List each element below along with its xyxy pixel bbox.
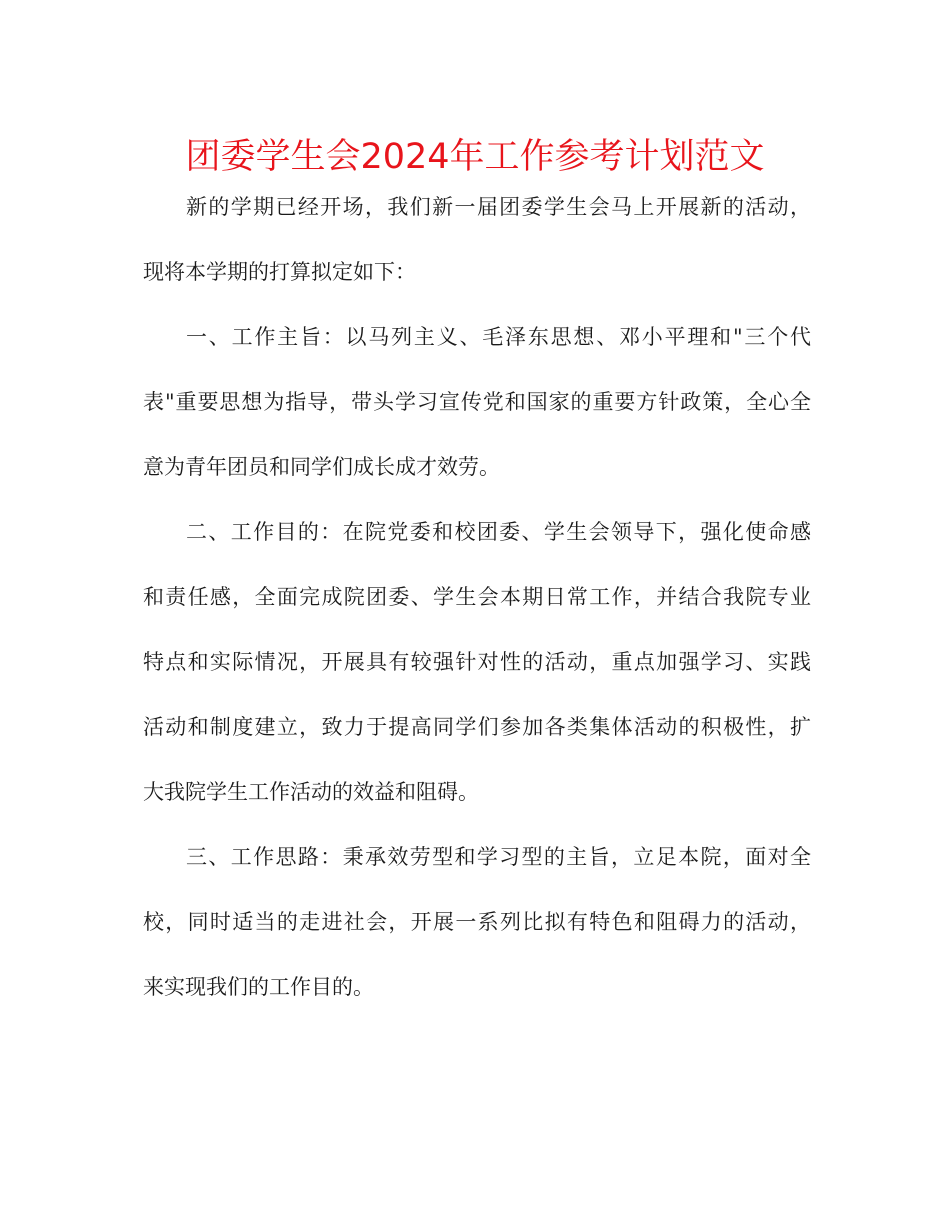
paragraph-line: 现将本学期的打算拟定如下： [143,260,416,284]
document-title: 团委学生会2024年工作参考计划范文 [185,137,765,177]
paragraph-line: 特点和实际情况，开展具有较强针对性的活动，重点加强学习、实践 [143,650,811,674]
paragraph-line: 表"重要思想为指导，带头学习宣传党和国家的重要方针政策，全心全 [143,390,811,414]
paragraph-line: 三、工作思路：秉承效劳型和学习型的主旨，立足本院，面对全 [186,845,811,869]
paragraph-line: 来实现我们的工作目的。 [143,975,374,999]
paragraph-line: 校，同时适当的走进社会，开展一系列比拟有特色和阻碍力的活动， [143,910,811,934]
document-body [143,184,811,1029]
paragraph-line: 大我院学生工作活动的效益和阻碍。 [143,780,479,804]
paragraph-line: 二、工作目的：在院党委和校团委、学生会领导下，强化使命感 [186,520,811,544]
paragraph-line: 一、工作主旨：以马列主义、毛泽东思想、邓小平理和"三个代 [186,325,811,349]
paragraph-line: 意为青年团员和同学们成长成才效劳。 [143,455,500,479]
paragraph-line: 新的学期已经开场，我们新一届团委学生会马上开展新的活动， [186,195,811,219]
paragraph-line: 活动和制度建立，致力于提高同学们参加各类集体活动的积极性，扩 [143,715,811,739]
paragraph-line: 和责任感，全面完成院团委、学生会本期日常工作，并结合我院专业 [143,585,811,609]
